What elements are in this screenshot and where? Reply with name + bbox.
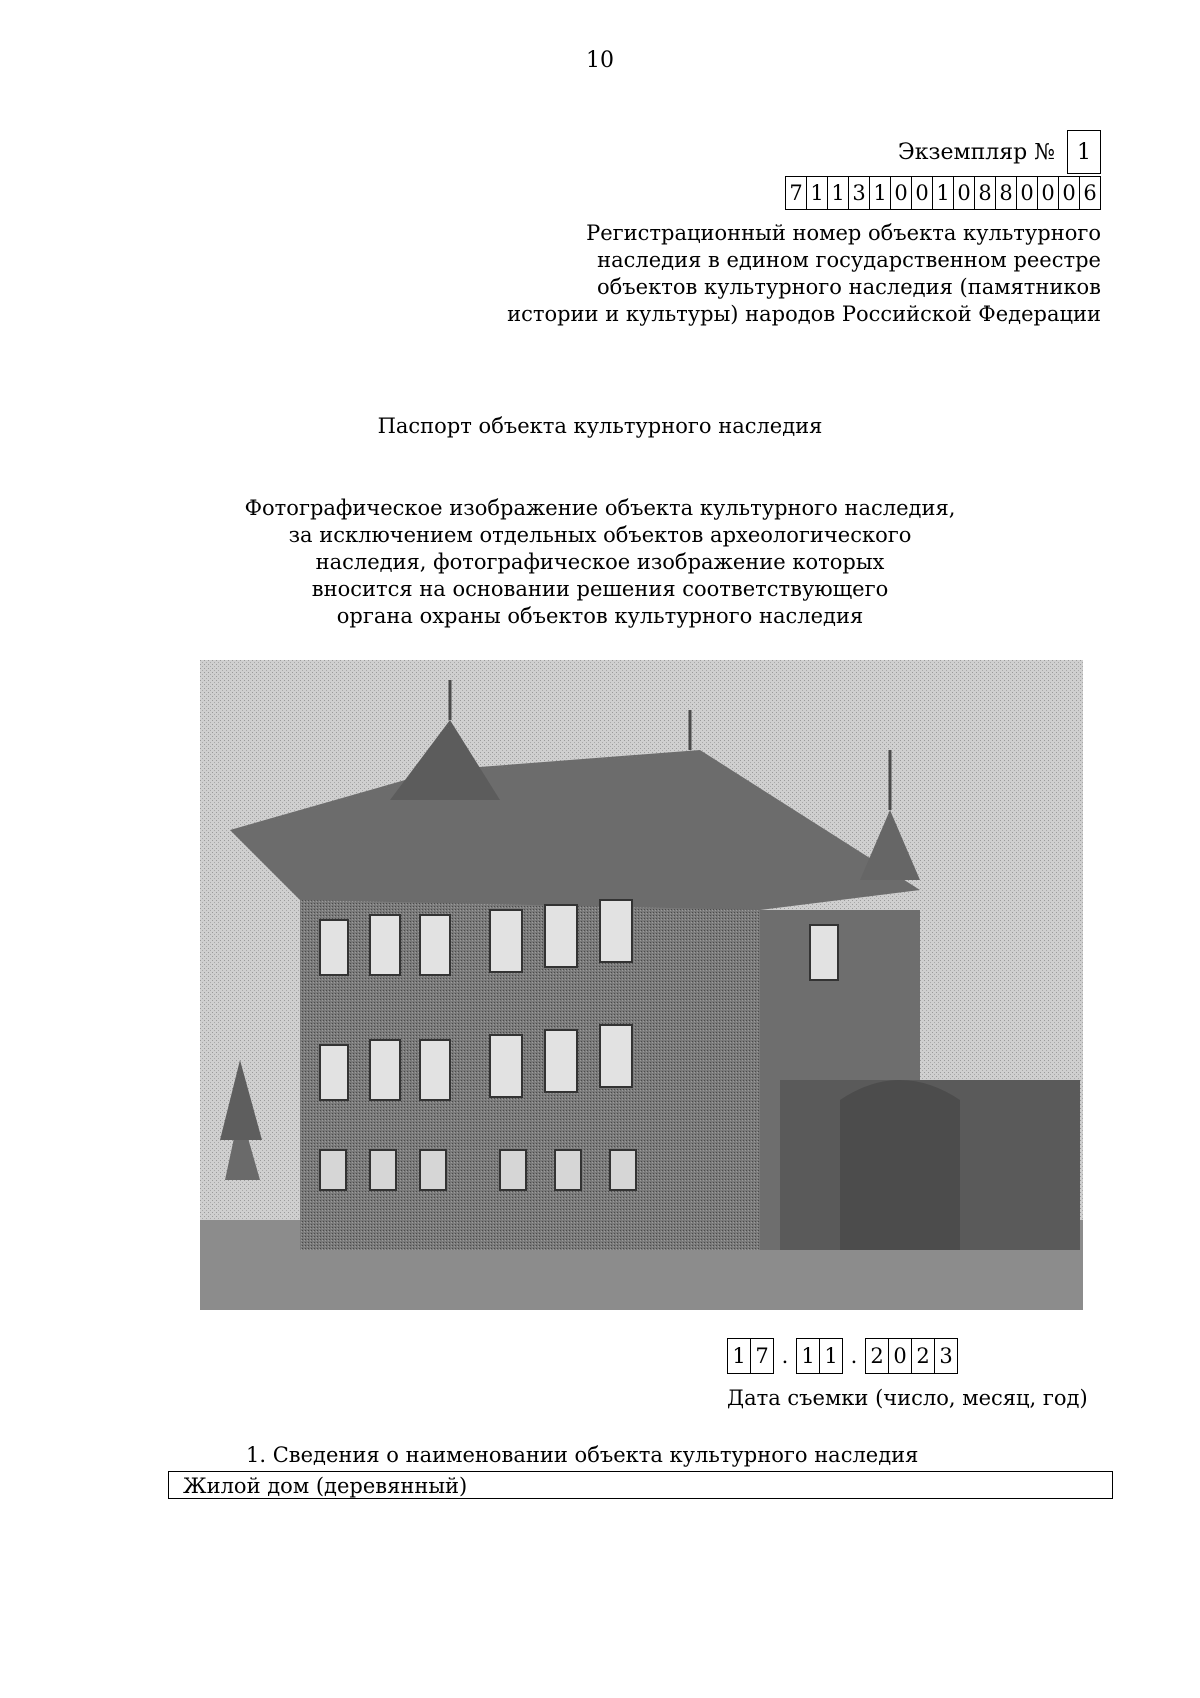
reg-digit: 0: [1059, 177, 1080, 209]
reg-digit: 1: [933, 177, 954, 209]
photo-caption-line: наследия, фотографическое изображение которых: [315, 550, 885, 574]
reg-digit: 0: [891, 177, 912, 209]
shoot-date-cells: [727, 1338, 958, 1374]
copy-label: Экземпляр №: [897, 139, 1055, 165]
reg-digit: 7: [786, 177, 807, 209]
date-digit: 7: [755, 1344, 769, 1368]
reg-digit: 6: [1083, 181, 1097, 205]
registration-caption-line: наследия в едином государственном реестре: [597, 248, 1101, 272]
photo-caption-line: Фотографическое изображение объекта культурного наследия,: [244, 496, 956, 520]
reg-digit: 8: [975, 177, 996, 209]
copy-number-row: [898, 130, 1101, 174]
section1-heading: 1. Сведения о наименовании объекта культурного наследия: [246, 1443, 919, 1467]
date-separator: .: [850, 1344, 858, 1368]
reg-digit: 1: [807, 177, 828, 209]
reg-digit: 0: [1038, 177, 1059, 209]
passport-title: Паспорт объекта культурного наследия: [377, 414, 823, 438]
registration-caption-line: Регистрационный номер объекта культурного: [586, 221, 1101, 245]
registration-caption-line: истории и культуры) народов Российской Федерации: [507, 302, 1101, 326]
photo-caption-line: органа охраны объектов культурного наследия: [336, 604, 864, 628]
reg-digit: 0: [912, 177, 933, 209]
date-digit: 2: [866, 1339, 889, 1373]
registration-caption-line: объектов культурного наследия (памятников: [597, 275, 1101, 299]
shoot-date-caption: Дата съемки (число, месяц, год): [727, 1386, 1088, 1410]
date-digit: 1: [728, 1339, 751, 1373]
date-day: [727, 1338, 774, 1374]
reg-digit: 0: [954, 177, 975, 209]
date-digit: 0: [889, 1339, 912, 1373]
object-name-field: Жилой дом (деревянный): [168, 1471, 1113, 1499]
page-number: 10: [586, 48, 614, 73]
date-month: [796, 1338, 843, 1374]
building-photo: [200, 660, 1083, 1310]
reg-digit: 3: [849, 177, 870, 209]
photo-caption: [200, 495, 1000, 630]
registration-number-cells: [785, 176, 1101, 210]
date-separator: .: [781, 1344, 789, 1368]
date-year: [865, 1338, 958, 1374]
reg-digit: 1: [828, 177, 849, 209]
copy-number-box: 1: [1067, 130, 1101, 174]
reg-digit: 0: [1017, 177, 1038, 209]
photo-caption-line: вносится на основании решения соответствующего: [311, 577, 889, 601]
photo-caption-line: за исключением отдельных объектов археологического: [288, 523, 912, 547]
registration-caption: [481, 220, 1101, 328]
date-digit: 2: [912, 1339, 935, 1373]
reg-digit: 8: [996, 177, 1017, 209]
reg-digit: 1: [870, 177, 891, 209]
date-digit: 3: [939, 1344, 953, 1368]
date-digit: 1: [797, 1339, 820, 1373]
date-digit: 1: [824, 1344, 838, 1368]
